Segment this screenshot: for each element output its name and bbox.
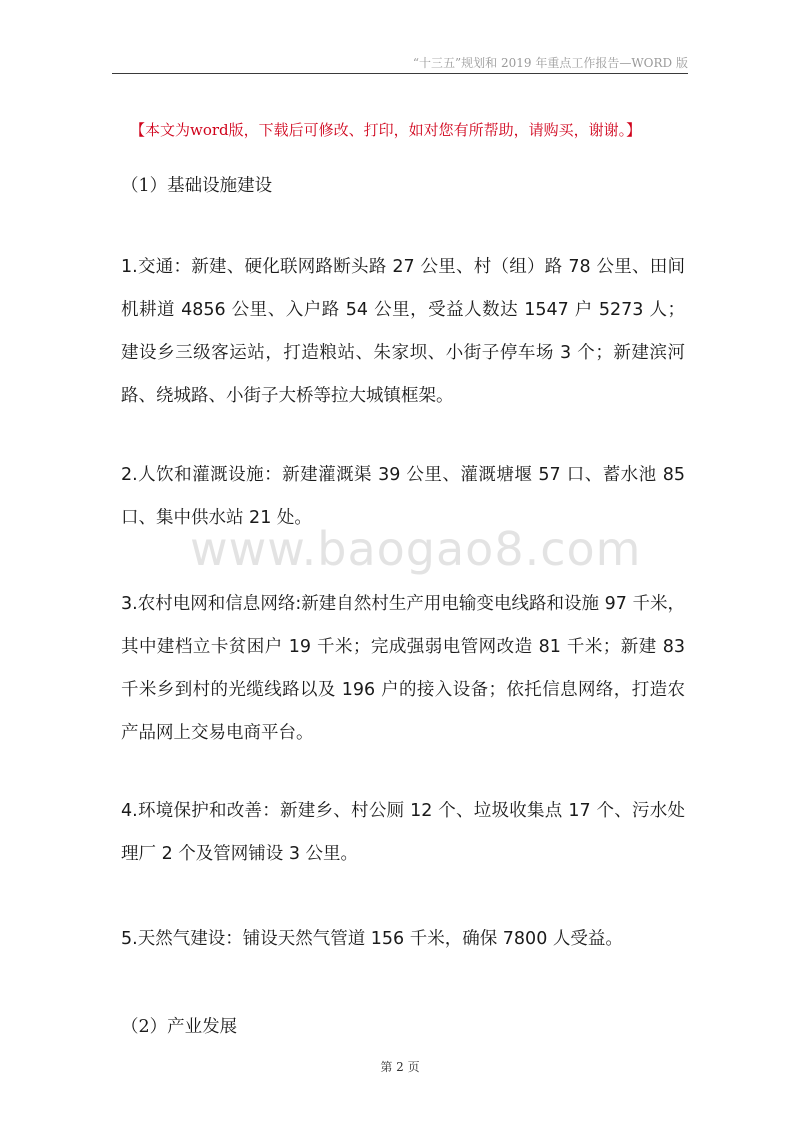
page-number: 第 2 页	[380, 1060, 420, 1074]
paragraph-environment: 4.环境保护和改善：新建乡、村公厕 12 个、垃圾收集点 17 个、污水处理厂 2 个及管网铺设 3 公里。	[121, 801, 685, 864]
page-header: “十三五”规划和 2019 年重点工作报告—WORD 版	[412, 56, 688, 70]
paragraph-power-network: 3.农村电网和信息网络:新建自然村生产用电输变电线路和设施 97 千米，其中建档立卡贫困户 19 千米；完成强弱电管网改造 81 千米；新建 83 千米乡到村的光缆线路以及 196 户的接入设备；依托信息网络，打造农产品网上交易电商平台。	[121, 594, 685, 743]
watermark-text: www.baogao8.com	[190, 522, 642, 576]
download-notice: 【本文为word版，下载后可修改、打印，如对您有所帮助，请购买，谢谢。】	[130, 121, 642, 139]
paragraph-natural-gas: 5.天然气建设：铺设天然气管道 156 千米，确保 7800 人受益。	[121, 929, 623, 949]
section-title-industry: （2）产业发展	[121, 1017, 238, 1037]
header-divider	[112, 73, 688, 74]
section-title-infrastructure: （1）基础设施建设	[121, 176, 273, 196]
paragraph-transport: 1.交通：新建、硬化联网路断头路 27 公里、村（组）路 78 公里、田间机耕道 4856 公里、入户路 54 公里，受益人数达 1547 户 5273 人；建设乡三级客运站，打造粮站、朱家坝、小街子停车场 3 个；新建滨河路、绕城路、小街子大桥等拉大城镇框架。	[121, 257, 685, 406]
paragraph-water-irrigation: 2.人饮和灌溉设施：新建灌溉渠 39 公里、灌溉塘堰 57 口、蓄水池 85 口、集中供水站 21 处。	[121, 465, 685, 528]
